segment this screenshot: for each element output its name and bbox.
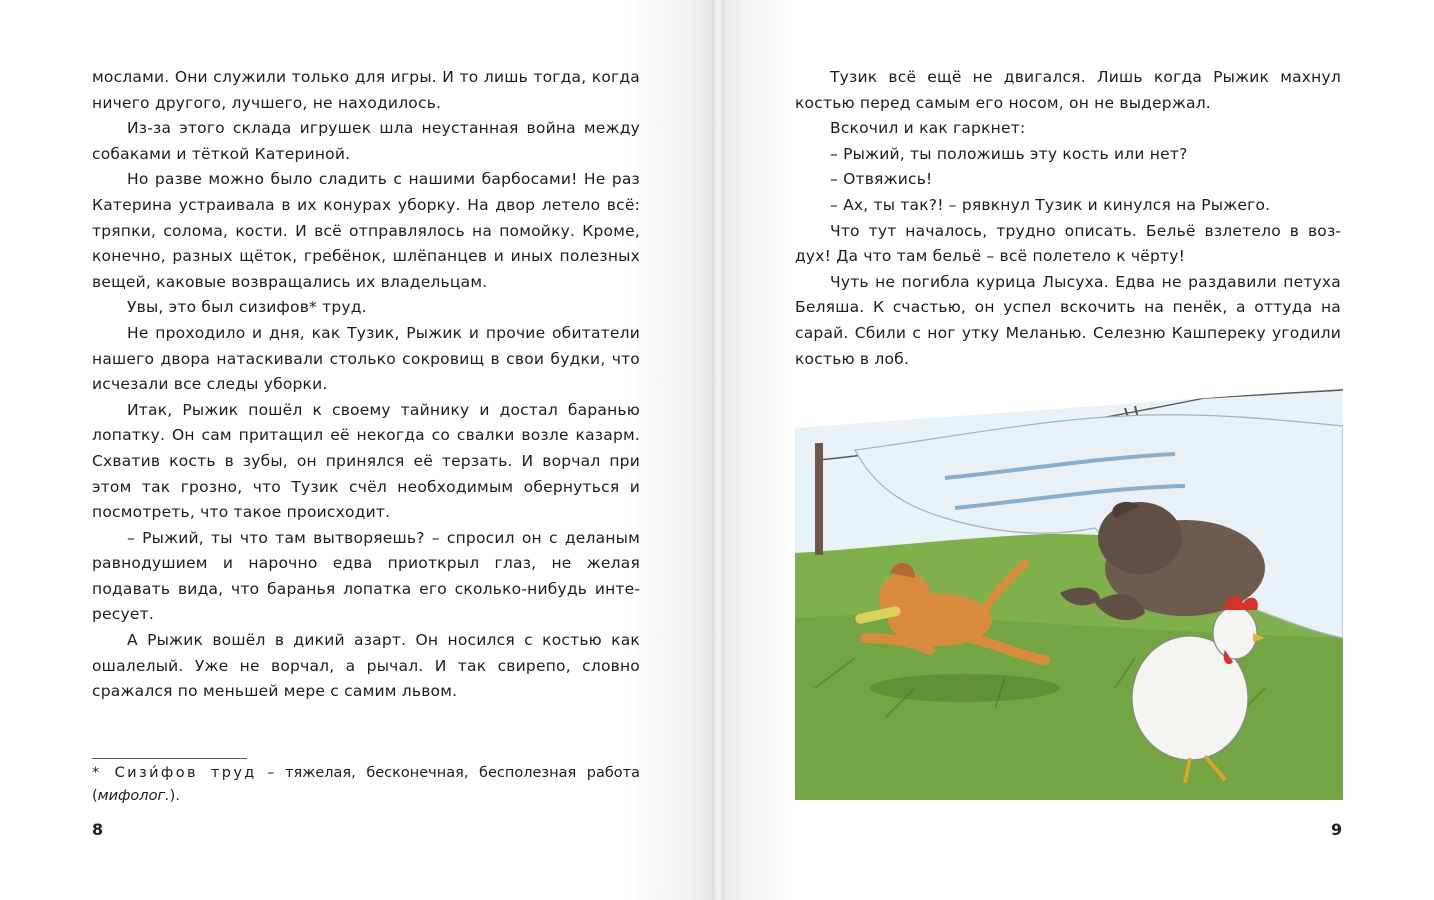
paragraph: мослами. Они служили только для игры. И то лишь тогда, когда ничего другого, лучшего, не находилось. xyxy=(92,68,640,112)
paragraph: Но разве можно было сладить с нашими барбосами! Не раз Катерина устраивала в их конурах уборку. На двор летело всё: тряпки, солома, кости. И всё отправлялось на помойку. Кроме, конечно, разных щёток, гребёнок, шлёпанцев и иных полезных вещей, каковые возвращались их владельцам. xyxy=(92,170,640,291)
footnote-text: – тяжелая, бесконечная, бесполезная работа ( xyxy=(92,765,640,804)
paragraph: А Рыжик вошёл в дикий азарт. Он носился с костью как ошалелый. Уже не ворчал, а рычал. И так свирепо, словно сражался по меньшей мере с самим львом. xyxy=(92,631,640,701)
hen-head xyxy=(1213,607,1257,659)
footnote-divider xyxy=(92,758,247,759)
page-number-left: 8 xyxy=(92,820,104,839)
illustration xyxy=(795,388,1343,800)
paragraph: – Отвяжись! xyxy=(830,170,933,189)
left-text-column xyxy=(92,65,640,705)
puppy-shadow xyxy=(870,674,1060,702)
paragraph: – Рыжий, ты что там вытворяешь? – спросил он с деланым равнодушием и нарочно едва приоткрыл глаз, не желая подавать вида, что баранья лопатка его сколько-нибудь интересует. xyxy=(92,528,640,624)
paragraph: Итак, Рыжик пошёл к своему тайнику и достал баранью лопатку. Он сам притащил её некогда со свалки возле казарм. Схватив кость в зубы, он принялся её терзать. И ворчал при этом так грозно, что Тузик счёл необходимым обернуться и посмотреть, что такое происходит. xyxy=(92,400,640,522)
paragraph: – Ах, ты так?! – рявкнул Тузик и кинулся на Рыжего. xyxy=(830,195,1271,214)
footnote-source: мифолог. xyxy=(97,788,170,804)
footnote xyxy=(92,762,640,808)
paragraph: Чуть не погибла курица Лысуха. Едва не раздавили петуха Беляша. К счастью, он успел вскочить на пенёк, а оттуда на сарай. Сбили с ног утку Меланью. Селезню Кашпереку угодили костью в лоб. xyxy=(795,272,1341,368)
paragraph: – Рыжий, ты положишь эту кость или нет? xyxy=(830,144,1188,163)
paragraph: Вскочил и как гаркнет: xyxy=(830,119,1026,138)
big-dog-head xyxy=(1098,502,1182,574)
paragraph: Что тут началось, трудно описать. Бельё взлетело в воздух! Да что там бельё – всё полетело к чёрту! xyxy=(795,221,1341,266)
paragraph: Тузик всё ещё не двигался. Лишь когда Рыжик махнул костью перед самым его носом, он не выдержал. xyxy=(795,68,1341,112)
footnote-close: ). xyxy=(169,788,180,804)
right-text-column xyxy=(795,65,1341,372)
book-gutter xyxy=(712,0,724,900)
paragraph: Не проходило и дня, как Тузик, Рыжик и прочие обитатели нашего двора натаскивали столько сокровищ в свои будки, что исчезали все следы уборки. xyxy=(92,323,640,394)
footnote-term: * Сизи́фов труд xyxy=(92,765,257,781)
paragraph: Из-за этого склада игрушек шла неустанная война между собаками и тёткой Катериной. xyxy=(92,119,640,163)
paragraph: Увы, это был сизифов* труд. xyxy=(127,298,367,317)
page-number-right: 9 xyxy=(1331,820,1343,839)
